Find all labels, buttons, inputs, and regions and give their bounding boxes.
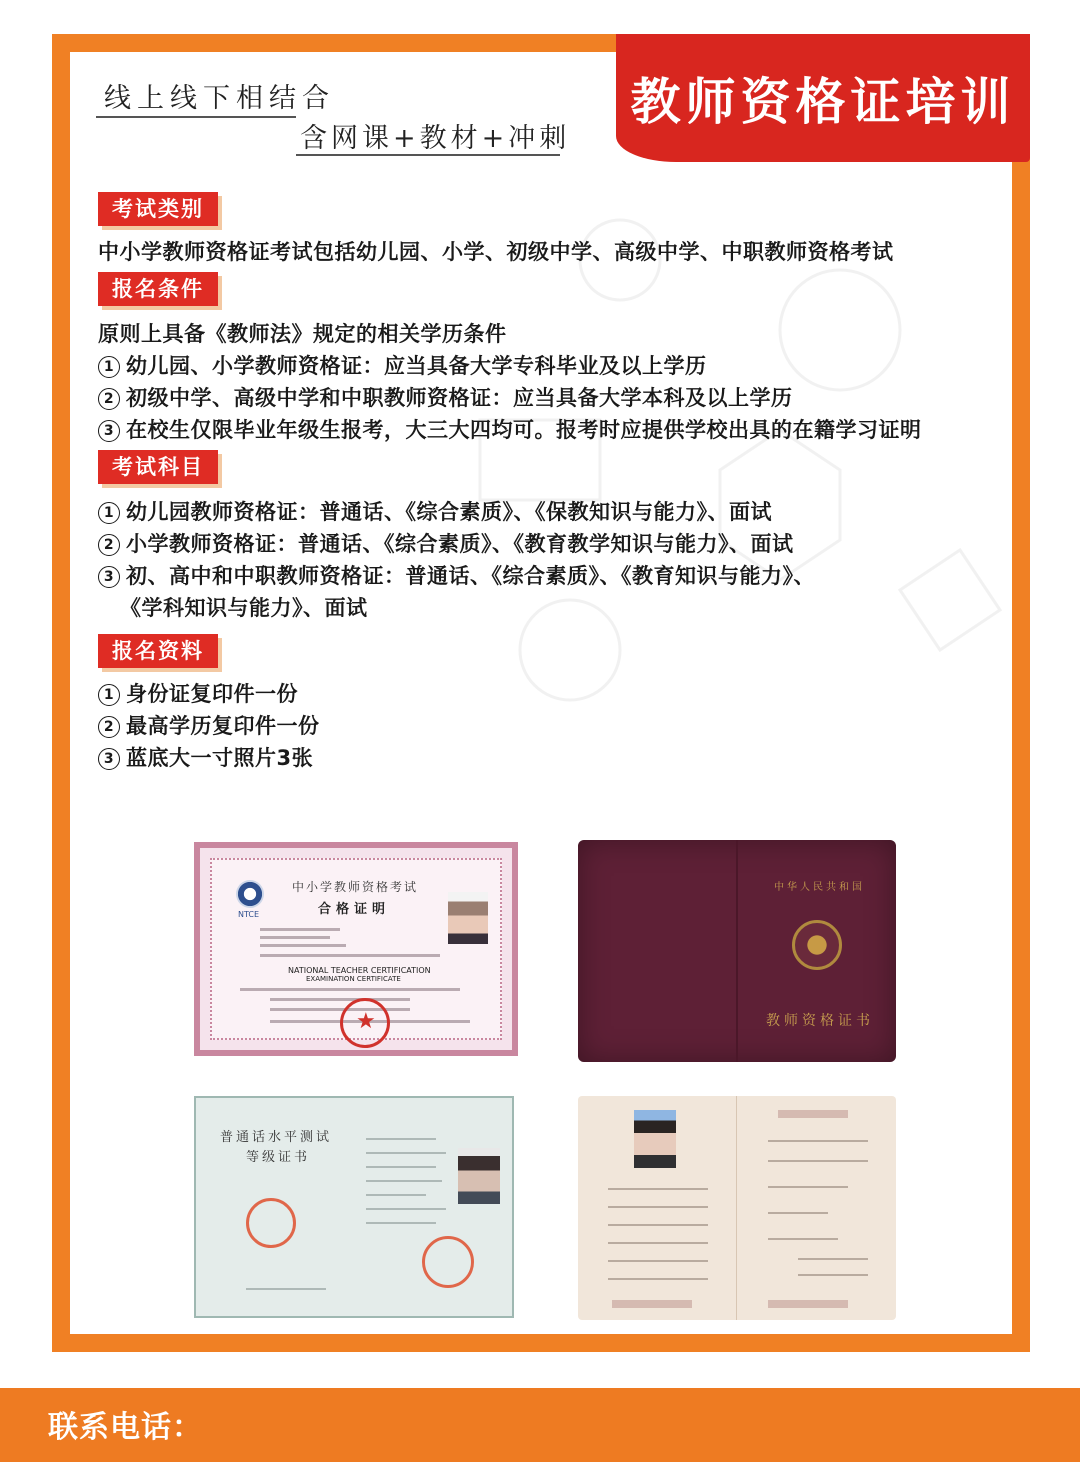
text-placeholder [270, 998, 410, 1001]
id-photo [634, 1110, 676, 1168]
subject-item [98, 560, 815, 590]
cover-top-text: 中华人民共和国 [774, 882, 865, 893]
contact-phone-label: 联系电话： [48, 1410, 203, 1445]
certificate-title: 普通话水平测试 [220, 1130, 333, 1145]
material-item [98, 742, 313, 772]
id-photo [448, 892, 488, 944]
slogan-line-2: 含网课+教材+冲刺 [300, 123, 571, 154]
text-placeholder [366, 1166, 436, 1168]
item-text: 蓝底大一寸照片3张 [126, 746, 314, 770]
item-text: 初、高中和中职教师资格证：普通话、《综合素质》、《教育知识与能力》、 [126, 564, 815, 588]
item-text: 小学教师资格证：普通话、《综合素质》、《教育教学知识与能力》、面试 [126, 532, 794, 556]
booklet-fold [736, 1096, 737, 1320]
decorative-band [768, 1300, 848, 1308]
footer-bar [0, 1388, 1080, 1462]
item-number: 2 [98, 388, 120, 410]
text-placeholder [608, 1188, 708, 1190]
subject-item [98, 496, 772, 526]
text-placeholder [366, 1208, 446, 1210]
text-placeholder [798, 1274, 868, 1276]
text-placeholder [608, 1278, 708, 1280]
ntce-certificate-image [194, 842, 518, 1056]
text-placeholder [260, 954, 440, 957]
certificate-subtitle: 合格证明 [318, 902, 391, 917]
certificate-english-title: NATIONAL TEACHER CERTIFICATION [288, 966, 431, 975]
slogan-underline-1 [96, 116, 296, 118]
item-number: 3 [98, 566, 120, 588]
text-placeholder [366, 1138, 436, 1140]
exam-type-text: 中小学教师资格证考试包括幼儿园、小学、初级中学、高级中学、中职教师资格考试 [98, 240, 894, 264]
exam-type-tag: 考试类别 [98, 192, 218, 226]
text-placeholder [768, 1140, 868, 1142]
national-emblem-icon [792, 920, 842, 970]
text-placeholder [260, 928, 340, 931]
item-number: 3 [98, 748, 120, 770]
slogan-underline-2 [296, 154, 560, 156]
text-placeholder [608, 1224, 708, 1226]
text-placeholder [366, 1180, 442, 1182]
text-placeholder [246, 1288, 326, 1290]
text-placeholder [608, 1206, 708, 1208]
slogan-line-1: 线上线下相结合 [104, 83, 335, 114]
teacher-certificate-cover-image [578, 840, 896, 1062]
id-photo [458, 1148, 500, 1204]
text-placeholder [260, 936, 330, 939]
certificate-title: 中小学教师资格考试 [292, 880, 419, 894]
red-seal-icon [340, 998, 390, 1048]
ntce-logo-icon [236, 880, 264, 908]
requirements-intro: 原则上具备《教师法》规定的相关学历条件 [98, 322, 507, 346]
item-number: 1 [98, 684, 120, 706]
red-seal-icon [422, 1236, 474, 1288]
text-placeholder [366, 1222, 436, 1224]
page-title: 教师资格证培训 [630, 72, 1016, 131]
item-text: 身份证复印件一份 [126, 682, 298, 706]
requirement-item [98, 350, 707, 380]
item-number: 1 [98, 356, 120, 378]
booklet-spine [736, 840, 738, 1062]
item-text: 初级中学、高级中学和中职教师资格证：应当具备大学本科及以上学历 [126, 386, 793, 410]
text-placeholder [260, 944, 346, 947]
requirements-tag: 报名条件 [98, 272, 218, 306]
title-banner [616, 34, 1030, 162]
text-placeholder [608, 1260, 708, 1262]
subjects-tag: 考试科目 [98, 450, 218, 484]
item-number: 2 [98, 534, 120, 556]
text-placeholder [798, 1258, 868, 1260]
text-placeholder [366, 1152, 446, 1154]
text-placeholder [768, 1186, 848, 1188]
text-placeholder [608, 1242, 708, 1244]
requirement-item [98, 382, 793, 412]
subject-item-continuation: 《学科知识与能力》、面试 [120, 596, 368, 620]
text-placeholder [768, 1238, 838, 1240]
subject-item [98, 528, 794, 558]
materials-tag: 报名资料 [98, 634, 218, 668]
ntce-logo-text: NTCE [238, 910, 260, 919]
material-item [98, 710, 320, 740]
decorative-band [778, 1110, 848, 1118]
item-number: 3 [98, 420, 120, 442]
certificate-english-subtitle: EXAMINATION CERTIFICATE [306, 975, 401, 983]
teacher-certificate-inside-image [578, 1096, 896, 1320]
text-placeholder [366, 1194, 426, 1196]
item-text: 幼儿园教师资格证：普通话、《综合素质》、《保教知识与能力》、面试 [126, 500, 772, 524]
decorative-band [612, 1300, 692, 1308]
item-text: 在校生仅限毕业年级生报考，大三大四均可。报考时应提供学校出具的在籍学习证明 [126, 418, 922, 442]
text-placeholder [768, 1212, 828, 1214]
cover-bottom-text: 教师资格证书 [766, 1013, 874, 1029]
certificate-subtitle: 等级证书 [246, 1150, 311, 1165]
item-text: 最高学历复印件一份 [126, 714, 320, 738]
item-text: 幼儿园、小学教师资格证：应当具备大学专科毕业及以上学历 [126, 354, 707, 378]
putonghua-certificate-image [194, 1096, 514, 1318]
text-placeholder [768, 1160, 868, 1162]
material-item [98, 678, 298, 708]
item-number: 2 [98, 716, 120, 738]
text-placeholder [240, 988, 460, 991]
text-placeholder [270, 1008, 410, 1011]
requirement-item [98, 414, 922, 444]
item-number: 1 [98, 502, 120, 524]
orange-seal-icon [246, 1198, 296, 1248]
